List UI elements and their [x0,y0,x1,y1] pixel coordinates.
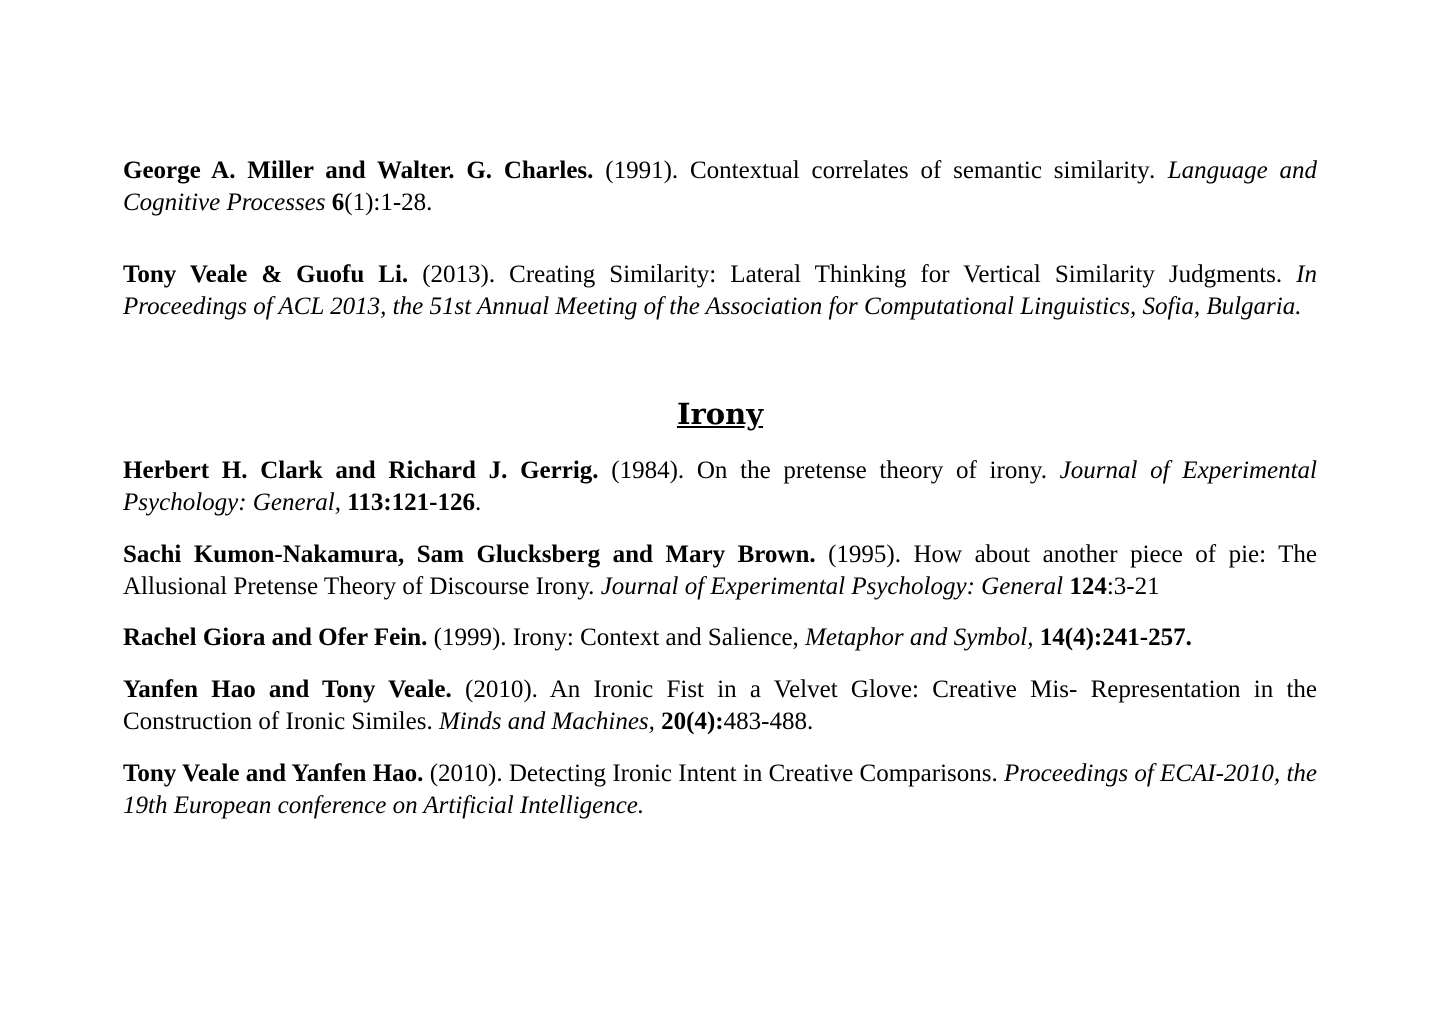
ref-text: (1991). Contextual correlates of semantic similarity [593,157,1150,184]
reference-kumon-nakamura [123,539,1317,602]
ref-venue: In Proceedings of ACL 2013, the 51st Annual Meeting of the Association for Computational Linguistics, Sofia, Bulgaria. [123,261,1317,320]
ref-authors: Tony Veale & Guofu Li. [123,261,409,288]
ref-venue: Metaphor and Symbol, [805,624,1034,651]
ref-venue: Minds and Machines, [438,707,655,735]
ref-pages: (1):1-28. [344,188,433,216]
ref-venue: Language and Cognitive Processes [123,157,1318,216]
ref-pages: 483-488. [723,707,814,735]
reference-hao-veale [123,674,1317,737]
ref-pages: :3-21 [1106,572,1160,600]
ref-volume: 14(4):241-257. [1039,624,1192,651]
ref-volume: 113:121-126 [347,488,476,516]
ref-authors: Sachi Kumon-Nakamura, Sam Glucksberg and Mary Brown. [123,541,816,568]
ref-authors: Rachel Giora and Ofer Fein. [123,624,428,651]
ref-authors: Yanfen Hao and Tony Veale. [123,676,452,703]
ref-authors: Tony Veale and Yanfen Hao. [123,760,424,787]
ref-punct: . [1149,157,1168,184]
ref-volume: 20(4): [661,707,724,735]
reference-giora-fein [123,622,1317,654]
ref-venue: Journal of Experimental Psychology: General [600,572,1064,600]
ref-volume: 6 [331,188,345,216]
ref-text: (1984). On the pretense theory of irony. [598,457,1060,484]
reference-veale-hao [123,758,1317,821]
ref-text: (2013). Creating Similarity: Lateral Thinking for Vertical Similarity Judgments. [408,261,1297,288]
ref-text: (2010). Detecting Ironic Intent in Creative Comparisons. [423,760,1005,787]
reference-clark-gerrig [123,455,1317,518]
ref-venue: Journal of Experimental Psychology: General, [123,457,1317,516]
reference-miller-charles [123,155,1317,218]
section-heading-irony: Irony [676,397,764,431]
ref-text: (2010). An Ironic Fist in a Velvet Glove: Creative Mis- Representation in the Construction of Ironic Similes. [123,676,1317,735]
ref-authors: Herbert H. Clark and Richard J. Gerrig. [123,457,599,484]
ref-text: (1999). Irony: Context and Salience, [427,624,806,651]
ref-text: (1995). How about another piece of pie: The Allusional Pretense Theory of Discourse Irony. [123,541,1317,600]
ref-venue: Proceedings of ECAI-2010, the 19th European conference on Artificial Intelligence. [123,760,1317,819]
reference-veale-li [123,259,1317,322]
ref-volume: 124 [1069,572,1107,600]
ref-authors: George A. Miller and Walter. G. Charles. [123,157,594,184]
ref-end: . [475,488,482,516]
